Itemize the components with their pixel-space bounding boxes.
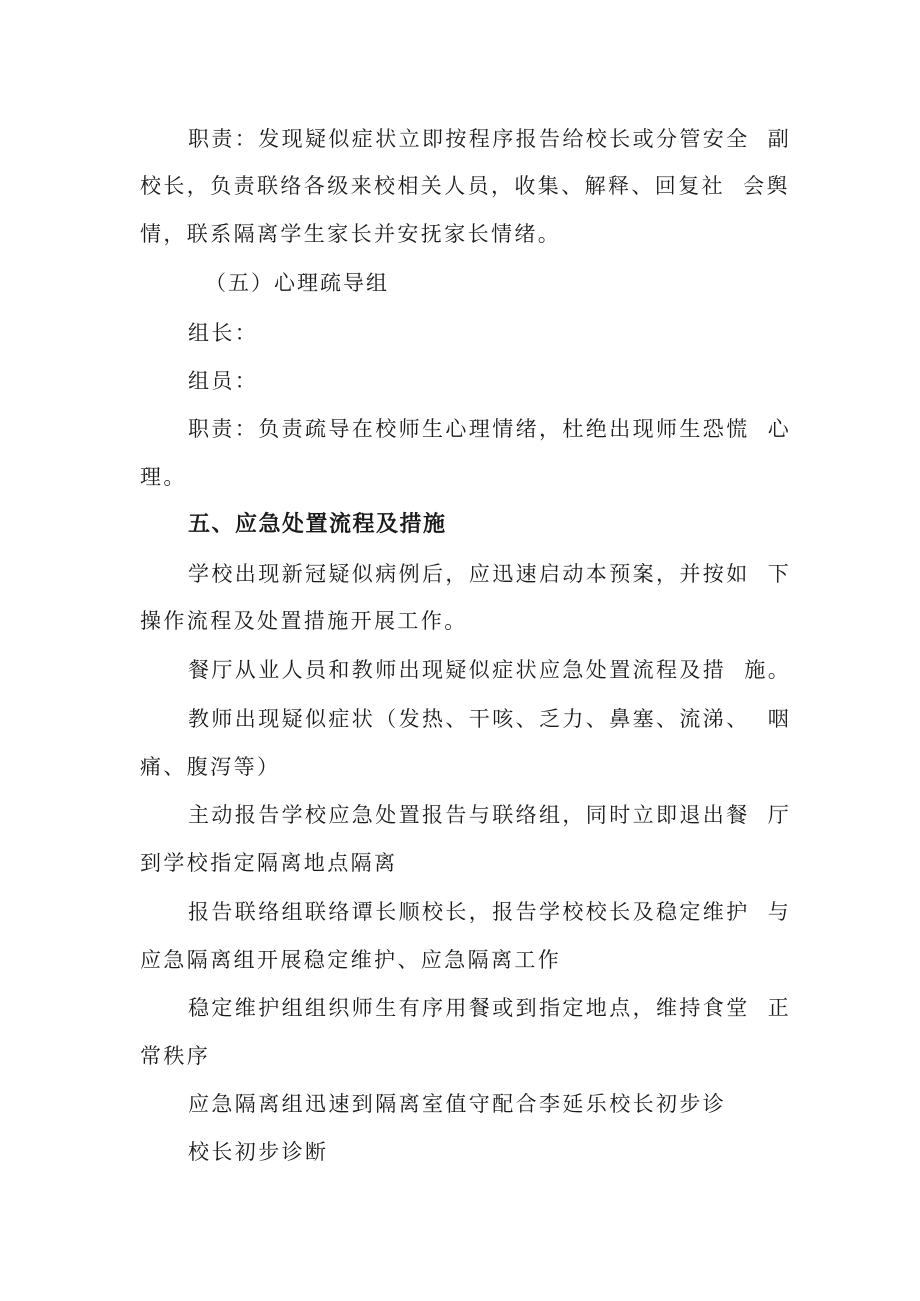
text-line: 常秩序: [140, 1044, 211, 1068]
text-line: 职责：负责疏导在校师生心理情绪，杜绝出现师生恐慌 心: [188, 417, 792, 441]
text-line: 稳定维护组组织师生有序用餐或到指定地点，维持食堂 正: [188, 996, 792, 1020]
text-line: 校长，负责联络各级来校相关人员，收集、解释、回复社 会舆: [140, 174, 790, 198]
text-line: 餐厅从业人员和教师出现疑似症状应急处置流程及措 施。: [188, 658, 792, 682]
paragraph-diagnosis: 校长初步诊断: [188, 1140, 329, 1164]
text-line: 报告联络组联络谭长顺校长，报告学校校长及稳定维护 与: [188, 900, 792, 924]
text-line: 痛、腹泻等）: [140, 755, 281, 779]
group-members-label: 组员：: [188, 369, 259, 393]
group-title-psychological: （五）心理疏导组: [205, 271, 389, 295]
text-line: 到学校指定隔离地点隔离: [140, 851, 398, 875]
group-leader-label: 组长：: [188, 321, 259, 345]
text-line: 应急隔离组开展稳定维护、应急隔离工作: [140, 948, 562, 972]
section-heading: 五、应急处置流程及措施: [188, 512, 447, 537]
text-line: 教师出现疑似症状（发热、干咳、乏力、鼻塞、流涕、 咽: [188, 707, 792, 731]
text-line: 职责：发现疑似症状立即按程序报告给校长或分管安全 副: [188, 127, 792, 151]
text-line: 主动报告学校应急处置报告与联络组，同时立即退出餐 厅: [188, 803, 792, 827]
text-line: 操作流程及处置措施开展工作。: [140, 609, 468, 633]
text-line: 学校出现新冠疑似病例后，应迅速启动本预案，并按如 下: [188, 562, 792, 586]
text-line: 情，联系隔离学生家长并安抚家长情绪。: [140, 222, 562, 246]
text-line: 理。: [140, 465, 187, 489]
paragraph-isolation: 应急隔离组迅速到隔离室值守配合李延乐校长初步诊: [188, 1092, 727, 1116]
